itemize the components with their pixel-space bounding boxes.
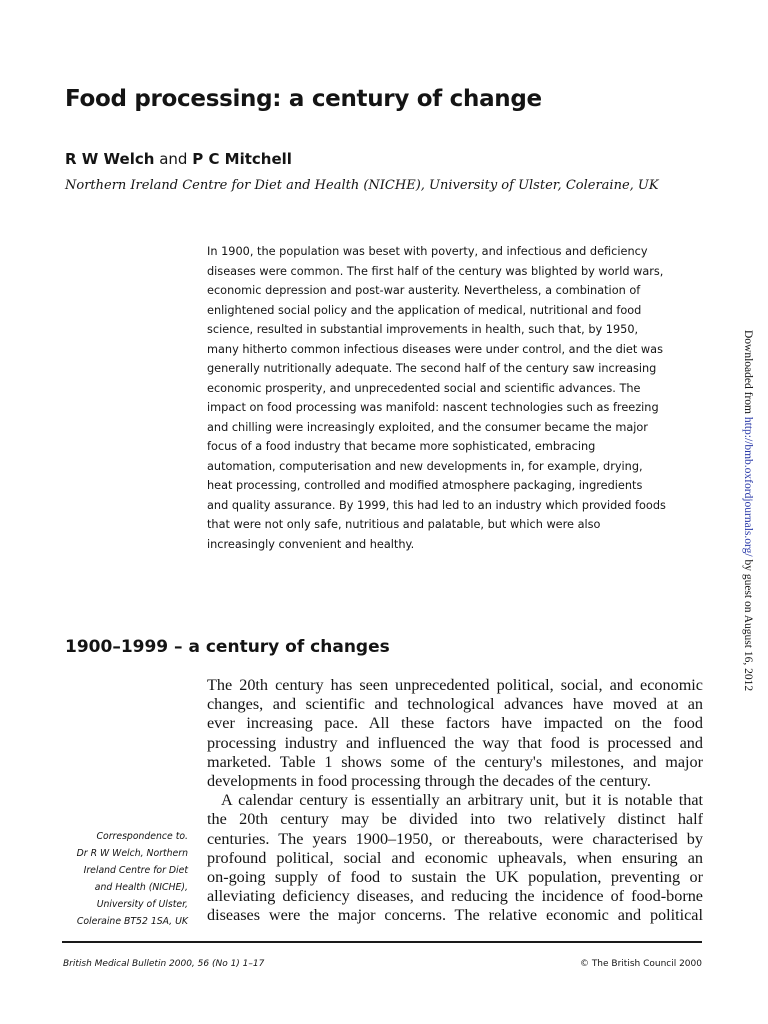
correspondence-line: Coleraine BT52 1SA, UK xyxy=(76,916,188,927)
download-watermark xyxy=(742,330,754,700)
abstract-line: impact on food processing was manifold: nascent technologies such as freezing xyxy=(207,401,659,414)
correspondence-line: Dr R W Welch, Northern xyxy=(76,848,188,859)
journal-link[interactable]: http://bmb.oxfordjournals.org/ xyxy=(742,416,754,557)
body-line: the 20th century may be divided into two relatively distinct half xyxy=(207,810,703,829)
body-line: on-going supply of food to sustain the UK population, preventing or xyxy=(207,868,703,887)
abstract-line: increasingly convenient and healthy. xyxy=(207,537,415,551)
author-welch: R W Welch xyxy=(65,150,155,168)
abstract-line: that were not only safe, nutritious and palatable, but which were also xyxy=(207,518,601,531)
body-line: diseases were the major concerns. The relative economic and political xyxy=(207,906,703,925)
body-line: processing industry and influenced the way that food is processed and xyxy=(207,733,703,752)
affiliation: Northern Ireland Centre for Diet and Health (NICHE), University of Ulster, Coleraine, UK xyxy=(65,178,659,193)
abstract-line: heat processing, controlled and modified atmosphere packaging, ingredients xyxy=(207,479,643,492)
abstract-line: focus of a food industry that became more sophisticated, embracing xyxy=(207,440,596,453)
body-line: The 20th century has seen unprecedented political, social, and economic xyxy=(207,676,703,694)
article-title: Food processing: a century of change xyxy=(65,86,542,112)
correspondence-line: University of Ulster, xyxy=(96,899,188,910)
section-body xyxy=(207,676,703,926)
correspondence-line: Ireland Centre for Diet xyxy=(83,865,188,876)
abstract-line: diseases were common. The first half of the century was blighted by world wars, xyxy=(207,264,664,278)
body-line: developments in food processing through the decades of the century. xyxy=(207,772,651,791)
download-suffix: by guest on August 16, 2012 xyxy=(742,559,754,692)
abstract-line: automation, computerisation and new developments in, for example, drying, xyxy=(207,459,643,473)
abstract-line: science, resulted in substantial improvements in health, such that, by 1950, xyxy=(207,323,639,336)
author-line xyxy=(65,150,292,168)
journal-name: British Medical Bulletin xyxy=(63,959,167,969)
correspondence-line: Correspondence to. xyxy=(96,831,188,842)
body-line: ever increasing pace. All these factors have impacted on the food xyxy=(207,714,703,733)
abstract xyxy=(207,242,707,554)
correspondence-line: and Health (NICHE), xyxy=(94,882,188,893)
abstract-line: and chilling were increasingly exploited, and the consumer became the major xyxy=(207,420,648,434)
abstract-line: many hitherto common infectious diseases were under control, and the diet was xyxy=(207,342,663,356)
body-line: centuries. The years 1900–1950, or thereabouts, were characterised by xyxy=(207,829,703,848)
abstract-line: enlightened social policy and the application of medical, nutritional and food xyxy=(207,303,642,317)
abstract-line: economic depression and post-war austerity. Nevertheless, a combination of xyxy=(207,284,641,297)
footer-rule xyxy=(62,941,702,943)
body-line: changes, and scientific and technological advances have moved at an xyxy=(207,695,703,714)
abstract-line: and quality assurance. By 1999, this had led to an industry which provided foods xyxy=(207,498,666,512)
body-line: A calendar century is essentially an arbitrary unit, but it is notable that xyxy=(221,791,703,810)
abstract-line: generally nutritionally adequate. The second half of the century saw increasing xyxy=(207,362,657,375)
download-prefix: Downloaded from xyxy=(742,330,754,414)
footer-copyright: © The British Council 2000 xyxy=(579,959,702,969)
author-joiner: and xyxy=(159,150,188,168)
correspondence-note xyxy=(30,828,188,930)
footer-citation xyxy=(63,959,264,969)
section-heading: 1900–1999 – a century of changes xyxy=(65,637,390,657)
body-line: marketed. Table 1 shows some of the century's milestones, and major xyxy=(207,752,703,771)
body-line: profound political, social and economic upheavals, when ensuring an xyxy=(207,848,703,867)
author-mitchell: P C Mitchell xyxy=(192,150,292,168)
journal-citation: 2000, 56 (No 1) 1–17 xyxy=(169,959,265,969)
abstract-line: In 1900, the population was beset with poverty, and infectious and deficiency xyxy=(207,245,648,258)
body-line: alleviating deficiency diseases, and reducing the incidence of food-borne xyxy=(207,887,703,906)
abstract-line: economic prosperity, and unprecedented social and scientific advances. The xyxy=(207,381,641,395)
